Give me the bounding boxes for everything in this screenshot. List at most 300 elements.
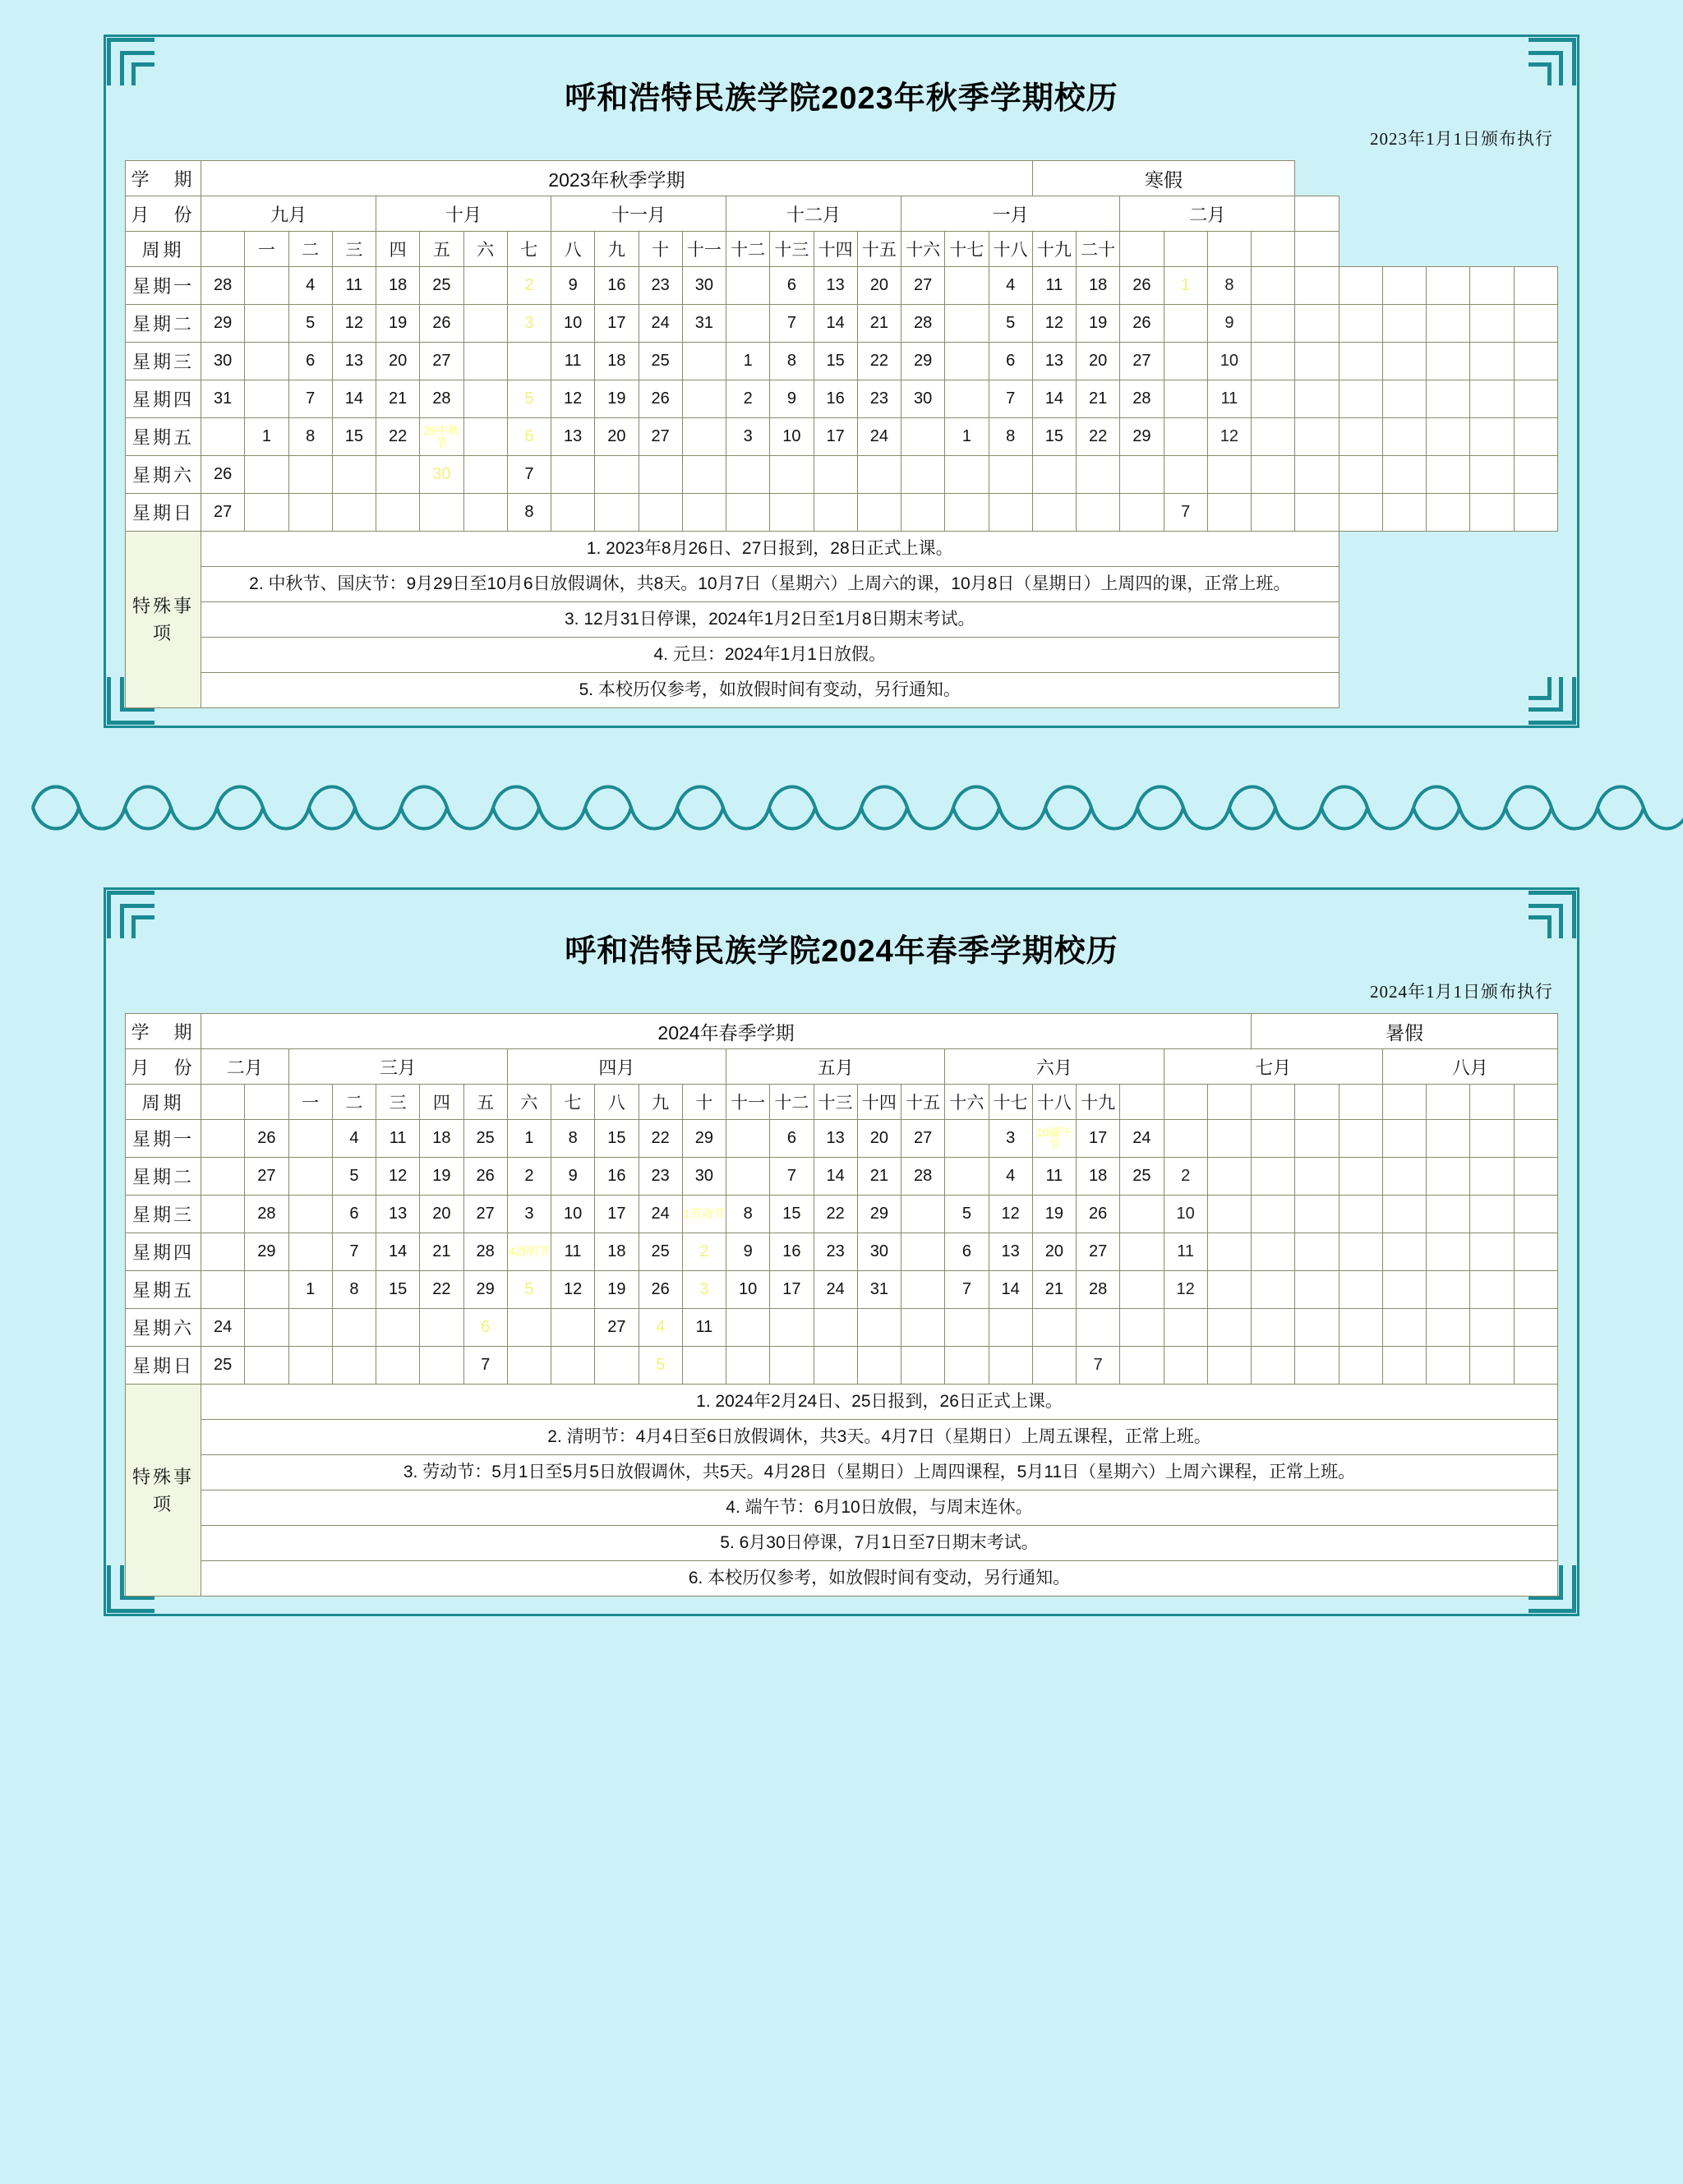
date-cell[interactable]: 4清明节 bbox=[507, 1233, 551, 1271]
date-cell[interactable]: 7 bbox=[332, 1233, 376, 1271]
date-cell[interactable] bbox=[201, 1120, 245, 1158]
date-cell[interactable]: 2 bbox=[1164, 305, 1207, 343]
date-cell[interactable] bbox=[245, 267, 288, 305]
date-cell[interactable]: 25 bbox=[420, 267, 463, 305]
date-cell[interactable]: 28 bbox=[901, 305, 945, 343]
date-cell[interactable]: 31 bbox=[1339, 343, 1382, 380]
date-cell[interactable]: 2 bbox=[245, 1309, 288, 1347]
date-cell[interactable] bbox=[726, 305, 770, 343]
date-cell[interactable]: 10 bbox=[1164, 1196, 1207, 1233]
date-cell[interactable] bbox=[945, 305, 989, 343]
date-cell[interactable]: 11 bbox=[1164, 1233, 1207, 1271]
date-cell[interactable]: 15 bbox=[376, 1271, 420, 1309]
date-cell[interactable]: 7 bbox=[1164, 494, 1207, 532]
date-cell[interactable]: 3 bbox=[507, 305, 551, 343]
date-cell[interactable]: 1 bbox=[288, 1271, 332, 1309]
date-cell[interactable]: 19 bbox=[1077, 305, 1120, 343]
date-cell[interactable]: 14 bbox=[1470, 343, 1514, 380]
date-cell[interactable]: 17 bbox=[814, 418, 857, 456]
date-cell[interactable]: 1国庆节 bbox=[463, 494, 507, 532]
date-cell[interactable]: 19 bbox=[1032, 1196, 1076, 1233]
date-cell[interactable]: 21 bbox=[857, 305, 901, 343]
date-cell[interactable]: 9 bbox=[1382, 1271, 1426, 1309]
date-cell[interactable]: 17 bbox=[1470, 456, 1514, 494]
date-cell[interactable]: 20 bbox=[1164, 1309, 1207, 1347]
date-cell[interactable]: 29 bbox=[1032, 1309, 1076, 1347]
date-cell[interactable]: 30 bbox=[1339, 1158, 1382, 1196]
date-cell[interactable]: 4 bbox=[332, 1120, 376, 1158]
date-cell[interactable]: 23 bbox=[1077, 456, 1120, 494]
date-cell[interactable]: 12 bbox=[989, 1196, 1032, 1233]
date-cell[interactable]: 26 bbox=[245, 1120, 288, 1158]
date-cell[interactable]: 14 bbox=[1120, 1347, 1164, 1385]
date-cell[interactable]: 3 bbox=[945, 494, 989, 532]
date-cell[interactable]: 2 bbox=[1164, 1158, 1207, 1196]
date-cell[interactable]: 21 bbox=[1252, 494, 1295, 532]
date-cell[interactable]: 26 bbox=[1077, 1196, 1120, 1233]
date-cell[interactable]: 30 bbox=[682, 267, 726, 305]
date-cell[interactable]: 1 bbox=[1164, 1120, 1207, 1158]
date-cell[interactable]: 13 bbox=[1032, 343, 1076, 380]
date-cell[interactable]: 13 bbox=[551, 418, 595, 456]
date-cell[interactable]: 16 bbox=[1470, 418, 1514, 456]
date-cell[interactable]: 12 bbox=[551, 380, 595, 418]
date-cell[interactable]: 31 bbox=[1120, 494, 1164, 532]
date-cell[interactable]: 18 bbox=[814, 456, 857, 494]
date-cell[interactable]: 18 bbox=[1207, 1233, 1251, 1271]
date-cell[interactable]: 25 bbox=[1120, 1158, 1164, 1196]
date-cell[interactable]: 1 bbox=[1382, 380, 1426, 418]
date-cell[interactable]: 13 bbox=[814, 267, 857, 305]
date-cell[interactable]: 30 bbox=[1120, 456, 1164, 494]
date-cell[interactable]: 27 bbox=[1295, 456, 1339, 494]
date-cell[interactable]: 7 bbox=[770, 1158, 814, 1196]
date-cell[interactable]: 2 bbox=[245, 456, 288, 494]
date-cell[interactable]: 31 bbox=[857, 1271, 901, 1309]
date-cell[interactable]: 23 bbox=[1514, 418, 1558, 456]
date-cell[interactable]: 7 bbox=[1077, 1347, 1120, 1385]
date-cell[interactable]: 18 bbox=[1077, 267, 1120, 305]
date-cell[interactable]: 21 bbox=[595, 456, 639, 494]
date-cell[interactable]: 11 bbox=[1032, 267, 1076, 305]
date-cell[interactable] bbox=[1427, 1309, 1470, 1347]
date-cell[interactable]: 14 bbox=[551, 456, 595, 494]
date-cell[interactable]: 31 bbox=[201, 380, 245, 418]
date-cell[interactable]: 6 bbox=[770, 267, 814, 305]
date-cell[interactable]: 26 bbox=[639, 380, 682, 418]
date-cell[interactable]: 29 bbox=[201, 305, 245, 343]
date-cell[interactable] bbox=[288, 1196, 332, 1233]
date-cell[interactable]: 8 bbox=[1382, 1233, 1426, 1271]
date-cell[interactable]: 23 bbox=[639, 267, 682, 305]
date-cell[interactable]: 10 bbox=[726, 1271, 770, 1309]
date-cell[interactable]: 12 bbox=[682, 1347, 726, 1385]
date-cell[interactable] bbox=[1295, 1271, 1339, 1309]
date-cell[interactable]: 28 bbox=[1077, 1271, 1120, 1309]
date-cell[interactable]: 24 bbox=[1295, 343, 1339, 380]
date-cell[interactable]: 22 bbox=[1295, 267, 1339, 305]
date-cell[interactable]: 18 bbox=[1470, 494, 1514, 532]
date-cell[interactable] bbox=[1339, 456, 1382, 494]
date-cell[interactable]: 11 bbox=[1032, 1158, 1076, 1196]
date-cell[interactable]: 6 bbox=[507, 418, 551, 456]
date-cell[interactable] bbox=[726, 267, 770, 305]
date-cell[interactable] bbox=[245, 305, 288, 343]
date-cell[interactable]: 3 bbox=[1164, 343, 1207, 380]
date-cell[interactable]: 27 bbox=[1207, 1309, 1251, 1347]
date-cell[interactable]: 22 bbox=[814, 1196, 857, 1233]
date-cell[interactable]: 25 bbox=[639, 1233, 682, 1271]
date-cell[interactable] bbox=[463, 456, 507, 494]
date-cell[interactable]: 1 bbox=[857, 1309, 901, 1347]
date-cell[interactable]: 23 bbox=[989, 1347, 1032, 1385]
date-cell[interactable]: 8 bbox=[1207, 267, 1251, 305]
date-cell[interactable]: 27 bbox=[1077, 1233, 1120, 1271]
date-cell[interactable]: 1 bbox=[726, 343, 770, 380]
date-cell[interactable]: 30 bbox=[420, 456, 463, 494]
date-cell[interactable]: 9 bbox=[551, 1158, 595, 1196]
date-cell[interactable]: 27 bbox=[639, 418, 682, 456]
date-cell[interactable]: 8 bbox=[332, 1271, 376, 1309]
date-cell[interactable] bbox=[1382, 343, 1426, 380]
date-cell[interactable] bbox=[1470, 1347, 1514, 1385]
date-cell[interactable]: 24 bbox=[376, 1347, 420, 1385]
date-cell[interactable]: 22 bbox=[595, 494, 639, 532]
date-cell[interactable] bbox=[463, 305, 507, 343]
date-cell[interactable]: 5 bbox=[507, 1271, 551, 1309]
date-cell[interactable]: 19 bbox=[420, 1158, 463, 1196]
date-cell[interactable]: 21 bbox=[420, 1233, 463, 1271]
date-cell[interactable]: 22 bbox=[1514, 380, 1558, 418]
date-cell[interactable] bbox=[1295, 1233, 1339, 1271]
date-cell[interactable]: 16 bbox=[945, 1347, 989, 1385]
date-cell[interactable]: 29 bbox=[245, 1233, 288, 1271]
date-cell[interactable]: 9 bbox=[770, 380, 814, 418]
date-cell[interactable]: 26 bbox=[201, 456, 245, 494]
date-cell[interactable]: 3 bbox=[726, 418, 770, 456]
date-cell[interactable] bbox=[1514, 1347, 1558, 1385]
date-cell[interactable] bbox=[1382, 1309, 1426, 1347]
date-cell[interactable]: 24 bbox=[201, 1309, 245, 1347]
date-cell[interactable]: 14 bbox=[332, 380, 376, 418]
date-cell[interactable]: 23 bbox=[1295, 1158, 1339, 1196]
date-cell[interactable]: 14 bbox=[376, 1233, 420, 1271]
date-cell[interactable]: 6 bbox=[989, 343, 1032, 380]
date-cell[interactable]: 18 bbox=[595, 343, 639, 380]
date-cell[interactable]: 21 bbox=[857, 1158, 901, 1196]
date-cell[interactable]: 14 bbox=[989, 1271, 1032, 1309]
date-cell[interactable]: 11 bbox=[551, 343, 595, 380]
date-cell[interactable]: 16 bbox=[1427, 1271, 1470, 1309]
date-cell[interactable]: 22 bbox=[989, 1309, 1032, 1347]
date-cell[interactable]: 22 bbox=[1295, 1120, 1339, 1158]
date-cell[interactable]: 8 bbox=[989, 418, 1032, 456]
date-cell[interactable]: 4 bbox=[1382, 494, 1426, 532]
date-cell[interactable]: 19 bbox=[595, 380, 639, 418]
date-cell[interactable]: 19 bbox=[1207, 1271, 1251, 1309]
date-cell[interactable]: 15 bbox=[1252, 1120, 1295, 1158]
date-cell[interactable]: 5 bbox=[332, 1158, 376, 1196]
date-cell[interactable]: 14 bbox=[1207, 494, 1251, 532]
date-cell[interactable]: 20 bbox=[1032, 1233, 1076, 1271]
date-cell[interactable]: 24 bbox=[639, 305, 682, 343]
date-cell[interactable]: 6 bbox=[1164, 456, 1207, 494]
date-cell[interactable]: 28 bbox=[463, 1233, 507, 1271]
date-cell[interactable]: 25 bbox=[463, 1120, 507, 1158]
date-cell[interactable]: 10 bbox=[551, 305, 595, 343]
date-cell[interactable]: 27 bbox=[901, 267, 945, 305]
date-cell[interactable]: 11 bbox=[332, 267, 376, 305]
date-cell[interactable]: 20 bbox=[857, 267, 901, 305]
date-cell[interactable]: 15 bbox=[945, 1309, 989, 1347]
date-cell[interactable]: 12 bbox=[1164, 1271, 1207, 1309]
date-cell[interactable]: 13 bbox=[1470, 305, 1514, 343]
date-cell[interactable]: 13 bbox=[376, 1196, 420, 1233]
date-cell[interactable]: 26 bbox=[463, 1158, 507, 1196]
date-cell[interactable]: 23 bbox=[857, 380, 901, 418]
date-cell[interactable]: 17 bbox=[1032, 494, 1076, 532]
date-cell[interactable]: 30 bbox=[201, 343, 245, 380]
date-cell[interactable]: 15 bbox=[595, 1120, 639, 1158]
date-cell[interactable]: 4 bbox=[989, 1158, 1032, 1196]
date-cell[interactable] bbox=[682, 380, 726, 418]
date-cell[interactable]: 10 bbox=[551, 1196, 595, 1233]
date-cell[interactable]: 19 bbox=[1252, 418, 1295, 456]
date-cell[interactable]: 21 bbox=[551, 1347, 595, 1385]
date-cell[interactable] bbox=[945, 1120, 989, 1158]
date-cell[interactable] bbox=[1514, 1309, 1558, 1347]
date-cell[interactable]: 14 bbox=[1032, 380, 1076, 418]
date-cell[interactable] bbox=[463, 380, 507, 418]
date-cell[interactable] bbox=[1514, 456, 1558, 494]
date-cell[interactable]: 19 bbox=[814, 494, 857, 532]
date-cell[interactable] bbox=[682, 494, 726, 532]
date-cell[interactable]: 4 bbox=[639, 1309, 682, 1347]
date-cell[interactable]: 11 bbox=[1207, 380, 1251, 418]
date-cell[interactable]: 10 bbox=[770, 418, 814, 456]
date-cell[interactable]: 6 bbox=[945, 1233, 989, 1271]
date-cell[interactable]: 17 bbox=[770, 1271, 814, 1309]
date-cell[interactable]: 28 bbox=[420, 380, 463, 418]
date-cell[interactable]: 28 bbox=[245, 1196, 288, 1233]
date-cell[interactable]: 1 bbox=[245, 418, 288, 456]
date-cell[interactable]: 26 bbox=[770, 1347, 814, 1385]
date-cell[interactable]: 25 bbox=[1252, 1233, 1295, 1271]
date-cell[interactable]: 27 bbox=[245, 1158, 288, 1196]
date-cell[interactable]: 12 bbox=[1032, 305, 1076, 343]
date-cell[interactable]: 8 bbox=[770, 343, 814, 380]
date-cell[interactable] bbox=[1252, 1309, 1295, 1347]
date-cell[interactable] bbox=[901, 418, 945, 456]
date-cell[interactable]: 18 bbox=[376, 267, 420, 305]
date-cell[interactable]: 31 bbox=[420, 1347, 463, 1385]
date-cell[interactable]: 11 bbox=[1427, 494, 1470, 532]
date-cell[interactable] bbox=[901, 1196, 945, 1233]
date-cell[interactable] bbox=[945, 1158, 989, 1196]
date-cell[interactable]: 21 bbox=[1077, 380, 1120, 418]
date-cell[interactable]: 11 bbox=[551, 1233, 595, 1271]
date-cell[interactable]: 13 bbox=[507, 1309, 551, 1347]
date-cell[interactable]: 29 bbox=[857, 1196, 901, 1233]
date-cell[interactable]: 18 bbox=[420, 1120, 463, 1158]
date-cell[interactable]: 9 bbox=[288, 456, 332, 494]
date-cell[interactable] bbox=[901, 1271, 945, 1309]
date-cell[interactable]: 26 bbox=[1252, 1271, 1295, 1309]
date-cell[interactable] bbox=[814, 1309, 857, 1347]
date-cell[interactable]: 4 bbox=[1120, 1233, 1164, 1271]
date-cell[interactable]: 6 bbox=[1427, 1158, 1470, 1196]
date-cell[interactable]: 7 bbox=[1382, 1196, 1426, 1233]
date-cell[interactable] bbox=[463, 343, 507, 380]
date-cell[interactable] bbox=[1514, 1120, 1558, 1158]
date-cell[interactable]: 6 bbox=[1427, 305, 1470, 343]
date-cell[interactable]: 30 bbox=[901, 380, 945, 418]
date-cell[interactable] bbox=[1514, 494, 1558, 532]
date-cell[interactable]: 14 bbox=[507, 1347, 551, 1385]
date-cell[interactable]: 21 bbox=[376, 380, 420, 418]
date-cell[interactable] bbox=[945, 343, 989, 380]
date-cell[interactable]: 15 bbox=[1252, 267, 1295, 305]
date-cell[interactable]: 5 bbox=[1120, 1271, 1164, 1309]
date-cell[interactable]: 3 bbox=[682, 1271, 726, 1309]
date-cell[interactable]: 12 bbox=[1470, 1120, 1514, 1158]
date-cell[interactable] bbox=[901, 456, 945, 494]
date-cell[interactable] bbox=[201, 1233, 245, 1271]
date-cell[interactable]: 29 bbox=[639, 494, 682, 532]
date-cell[interactable]: 17 bbox=[332, 1347, 376, 1385]
date-cell[interactable]: 18 bbox=[1077, 1158, 1120, 1196]
date-cell[interactable] bbox=[901, 494, 945, 532]
date-cell[interactable]: 16 bbox=[595, 267, 639, 305]
date-cell[interactable] bbox=[901, 1233, 945, 1271]
date-cell[interactable] bbox=[1470, 1271, 1514, 1309]
date-cell[interactable]: 3 bbox=[1295, 1309, 1339, 1347]
date-cell[interactable]: 5 bbox=[1427, 1120, 1470, 1158]
date-cell[interactable]: 7 bbox=[770, 305, 814, 343]
date-cell[interactable] bbox=[1382, 1120, 1426, 1158]
date-cell[interactable]: 1 bbox=[1339, 1233, 1382, 1271]
date-cell[interactable]: 21 bbox=[1164, 1347, 1207, 1385]
date-cell[interactable]: 22 bbox=[420, 1271, 463, 1309]
date-cell[interactable]: 16 bbox=[770, 1233, 814, 1271]
date-cell[interactable]: 22 bbox=[857, 343, 901, 380]
date-cell[interactable] bbox=[288, 1120, 332, 1158]
date-cell[interactable]: 23 bbox=[376, 1309, 420, 1347]
date-cell[interactable]: 7 bbox=[1427, 343, 1470, 380]
date-cell[interactable] bbox=[682, 456, 726, 494]
date-cell[interactable]: 9 bbox=[1207, 1158, 1251, 1196]
date-cell[interactable]: 2 bbox=[1339, 1271, 1382, 1309]
date-cell[interactable] bbox=[1427, 1347, 1470, 1385]
date-cell[interactable]: 25 bbox=[857, 456, 901, 494]
date-cell[interactable]: 28 bbox=[1207, 1347, 1251, 1385]
date-cell[interactable] bbox=[288, 1158, 332, 1196]
date-cell[interactable]: 29 bbox=[901, 343, 945, 380]
date-cell[interactable]: 20 bbox=[595, 418, 639, 456]
date-cell[interactable]: 6 bbox=[770, 1120, 814, 1158]
date-cell[interactable]: 17 bbox=[595, 1196, 639, 1233]
date-cell[interactable] bbox=[945, 380, 989, 418]
date-cell[interactable]: 10 bbox=[1339, 1309, 1382, 1347]
date-cell[interactable]: 23 bbox=[376, 456, 420, 494]
date-cell[interactable]: 11 bbox=[682, 1309, 726, 1347]
date-cell[interactable]: 10 bbox=[1207, 343, 1251, 380]
date-cell[interactable]: 13 bbox=[1470, 1158, 1514, 1196]
date-cell[interactable]: 6 bbox=[332, 1196, 376, 1233]
date-cell[interactable] bbox=[288, 1233, 332, 1271]
date-cell[interactable]: 4 bbox=[288, 267, 332, 305]
date-cell[interactable]: 31 bbox=[682, 305, 726, 343]
date-cell[interactable]: 4 bbox=[726, 456, 770, 494]
date-cell[interactable] bbox=[1514, 1233, 1558, 1271]
date-cell[interactable] bbox=[1339, 380, 1382, 418]
date-cell[interactable] bbox=[945, 267, 989, 305]
date-cell[interactable]: 14 bbox=[1427, 1196, 1470, 1233]
date-cell[interactable]: 5 bbox=[989, 305, 1032, 343]
date-cell[interactable]: 2 bbox=[507, 1158, 551, 1196]
date-cell[interactable] bbox=[1470, 1233, 1514, 1271]
date-cell[interactable]: 9 bbox=[989, 456, 1032, 494]
date-cell[interactable]: 28 bbox=[1120, 380, 1164, 418]
date-cell[interactable]: 8 bbox=[1207, 1120, 1251, 1158]
date-cell[interactable]: 10 bbox=[288, 494, 332, 532]
date-cell[interactable]: 15 bbox=[814, 343, 857, 380]
date-cell[interactable]: 5 bbox=[945, 1196, 989, 1233]
date-cell[interactable]: 13 bbox=[1120, 1309, 1164, 1347]
date-cell[interactable] bbox=[1382, 1347, 1426, 1385]
date-cell[interactable]: 19 bbox=[376, 305, 420, 343]
date-cell[interactable]: 13 bbox=[989, 1233, 1032, 1271]
date-cell[interactable] bbox=[201, 1271, 245, 1309]
date-cell[interactable]: 27 bbox=[463, 1196, 507, 1233]
date-cell[interactable]: 12 bbox=[332, 305, 376, 343]
date-cell[interactable]: 13 bbox=[814, 1120, 857, 1158]
date-cell[interactable]: 22 bbox=[376, 418, 420, 456]
date-cell[interactable]: 29 bbox=[1339, 267, 1382, 305]
date-cell[interactable]: 12 bbox=[770, 494, 814, 532]
date-cell[interactable]: 3 bbox=[245, 494, 288, 532]
date-cell[interactable]: 9 bbox=[726, 1233, 770, 1271]
date-cell[interactable] bbox=[1339, 494, 1382, 532]
date-cell[interactable] bbox=[814, 1347, 857, 1385]
date-cell[interactable]: 4 bbox=[507, 343, 551, 380]
date-cell[interactable]: 8 bbox=[1427, 380, 1470, 418]
date-cell[interactable]: 1 bbox=[1164, 267, 1207, 305]
date-cell[interactable] bbox=[1382, 267, 1426, 305]
date-cell[interactable]: 23 bbox=[814, 1233, 857, 1271]
date-cell[interactable]: 29 bbox=[1120, 418, 1164, 456]
date-cell[interactable] bbox=[420, 494, 463, 532]
date-cell[interactable]: 2 bbox=[945, 456, 989, 494]
date-cell[interactable]: 5 bbox=[1164, 418, 1207, 456]
date-cell[interactable]: 18 bbox=[1252, 380, 1295, 418]
date-cell[interactable]: 20 bbox=[857, 1120, 901, 1158]
date-cell[interactable]: 22 bbox=[1077, 418, 1120, 456]
date-cell[interactable] bbox=[1252, 1347, 1295, 1385]
date-cell[interactable]: 25 bbox=[1295, 380, 1339, 418]
date-cell[interactable]: 8 bbox=[901, 1309, 945, 1347]
date-cell[interactable]: 26 bbox=[639, 1271, 682, 1309]
date-cell[interactable]: 21 bbox=[1514, 343, 1558, 380]
date-cell[interactable]: 31 bbox=[1295, 1196, 1339, 1233]
date-cell[interactable]: 5 bbox=[1427, 267, 1470, 305]
date-cell[interactable]: 6 bbox=[288, 343, 332, 380]
date-cell[interactable] bbox=[463, 418, 507, 456]
date-cell[interactable] bbox=[1339, 1196, 1382, 1233]
date-cell[interactable]: 16 bbox=[332, 456, 376, 494]
date-cell[interactable]: 17 bbox=[1077, 1120, 1120, 1158]
date-cell[interactable]: 1 bbox=[507, 1120, 551, 1158]
